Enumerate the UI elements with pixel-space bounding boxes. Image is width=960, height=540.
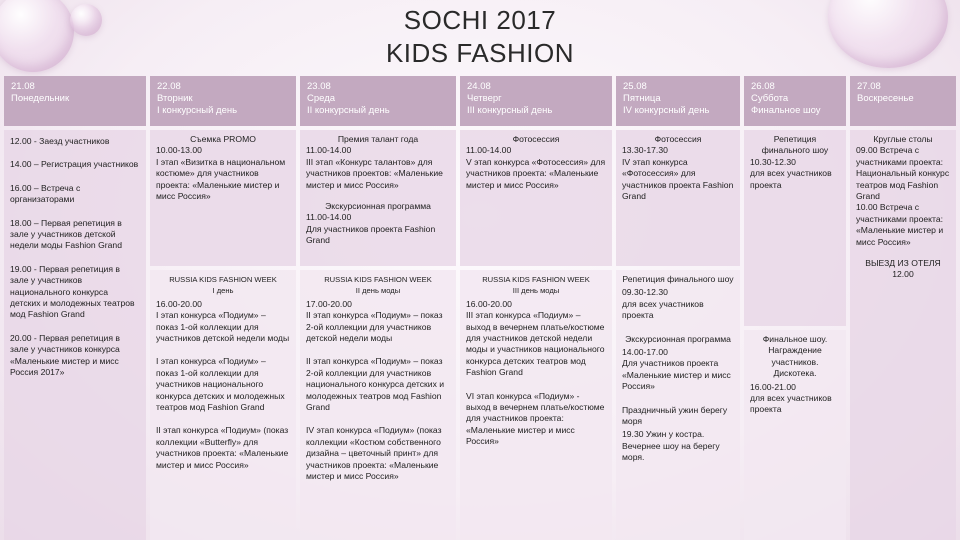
fri-top-text: 13.30-17.30 IV этап конкурса «Фотосессия» для участников проекта Fashion Grand: [622, 145, 734, 202]
thu-block: VI этап конкурса «Подиум» - выход в вечернем платье/костюме для участников проекта: «Маленькие мистер и мисс Россия»: [466, 390, 605, 447]
tue-block: I этап конкурса «Подиум» – показ 1-ой коллекции для участников национального конкурса детских и молодежных театров мод Fashion Grand: [156, 356, 285, 413]
day-header-fri: 25.08 Пятница IV конкурсный день: [616, 76, 740, 126]
fri-top-cell: [616, 130, 740, 266]
day-header-sun: 27.08 Воскресенье: [850, 76, 956, 126]
thu-bottom-title: RUSSIA KIDS FASHION WEEK III день моды: [482, 275, 590, 296]
fri-excursion-text: 14.00-17.00 Для участников проекта «Маленькие мистер и мисс Россия»: [622, 347, 731, 392]
tue-top-title: Съемка PROMO: [190, 134, 256, 144]
sat-final-text: 16.00-21.00 для всех участников проекта: [750, 381, 832, 415]
sun-cell: [850, 130, 956, 540]
tue-bottom-title: RUSSIA KIDS FASHION WEEK I день: [169, 275, 277, 296]
wed-top-text: 11.00-14.00 III этап «Конкурс талантов» для участников проектов: «Маленькие мистер и мисс Россия»: [306, 145, 443, 190]
day-header-thu: 24.08 Четверг III конкурсный день: [460, 76, 612, 126]
tue-bottom-cell: [150, 270, 296, 540]
fri-dinner-title: Праздничный ужин берегу моря: [622, 404, 728, 427]
wed-bottom-cell: [300, 270, 456, 540]
sat-top-text: 10.30-12.30 для всех участников проекта: [750, 156, 832, 190]
fri-top-title: Фотосессия: [654, 134, 702, 144]
sun-departure-title: ВЫЕЗД ИЗ ОТЕЛЯ: [865, 258, 941, 269]
wed-excursion-title: Экскурсионная программа: [325, 201, 431, 212]
mon-item: 18.00 – Первая репетиция в зале у участников детской недели моды Fashion Grand: [10, 217, 122, 251]
tue-block: II этап конкурса «Подиум» (показ коллекции «Butterfly» для участников проекта: «Маленькие мистер и мисс Россия»: [156, 425, 289, 470]
page-title-line1: SOCHI 2017: [403, 5, 557, 35]
sun-top-title: Круглые столы: [873, 134, 933, 144]
wed-bottom-title: RUSSIA KIDS FASHION WEEK II день моды: [324, 275, 432, 296]
thu-top-text: 11.00-14.00 V этап конкурса «Фотосессия» для участников проекта: «Маленькие мистер и мисс Россия»: [466, 145, 606, 190]
fri-excursion-title: Экскурсионная программа: [625, 333, 731, 344]
page-title-line2: KIDS FASHION: [385, 38, 575, 68]
schedule-table: [4, 76, 956, 540]
tue-top-cell: [150, 130, 296, 266]
sat-top-title: Репетиция финального шоу: [761, 134, 829, 156]
tue-block: 16.00-20.00 I этап конкурса «Подиум» – показ 1-ой коллекции для участников детской недели моды: [156, 298, 290, 344]
thu-bottom-cell: [460, 270, 612, 540]
mon-item: 12.00 - Заезд участников: [10, 136, 110, 146]
fri-dinner-text: 19.30 Ужин у костра. Вечернее шоу на берегу моря.: [622, 429, 720, 463]
wed-block: 17.00-20.00 II этап конкурса «Подиум» – показ 2-ой коллекции для участников детской недели моды: [306, 298, 443, 344]
thu-top-cell: [460, 130, 612, 266]
sun-top-text: 09.00 Встреча с участниками проекта: Национальный конкурс театров мод Fashion Grand 10.00 Встреча с участниками проекта: «Маленькие мистер и мисс Россия»: [856, 145, 950, 247]
sat-bottom-cell: [744, 330, 846, 540]
mon-item: 19.00 - Первая репетиция в зале у участников национального конкурса детских и молодежных театров мод Fashion Grand: [10, 263, 135, 320]
sat-top-cell: [744, 130, 846, 326]
mon-cell: [4, 130, 146, 540]
day-header-sat: 26.08 Суббота Финальное шоу: [744, 76, 846, 126]
thu-block: 16.00-20.00 III этап конкурса «Подиум» – выход в вечернем платье/костюме для участников детской недели моды и участников национального конкурса детских театров мод Fashion Grand: [466, 298, 605, 378]
sat-final-title: Финальное шоу. Награждение участников. Дискотека.: [762, 334, 828, 379]
wed-top-title: Премия талант года: [337, 134, 419, 144]
fri-bottom-cell: [616, 270, 740, 540]
fri-rehearsal-text: 09.30-12.30 для всех участников проекта: [622, 287, 704, 321]
sun-departure-time: 12.00: [892, 269, 914, 280]
wed-block: II этап конкурса «Подиум» – показ 2-ой коллекции для участников национального конкурса детских и молодежных театров мод Fashion Grand: [306, 356, 445, 413]
wed-block: IV этап конкурса «Подиум» (показ коллекции «Костюм собственного дизайна – цветочный принт» для участников проекта: «Маленькие мистер и мисс Россия»: [306, 425, 442, 482]
tue-top-text: 10.00-13.00 I этап «Визитка в национальном костюме» для участников проекта: «Маленькие мистер и мисс Россия»: [156, 145, 286, 202]
wed-top-cell: [300, 130, 456, 266]
day-header-tue: 22.08 Вторник I конкурсный день: [150, 76, 296, 126]
mon-item: 20.00 - Первая репетиция в зале у участников конкурса «Маленькие мистер и мисс Россия 2017»: [10, 332, 120, 378]
mon-item: 16.00 – Встреча с организаторами: [10, 182, 81, 205]
wed-excursion-text: 11.00-14.00 Для участников проекта Fashion Grand: [306, 212, 436, 246]
fri-rehearsal-title: Репетиция финального шоу: [622, 274, 734, 284]
mon-item: 14.00 – Регистрация участников: [10, 159, 139, 170]
thu-top-title: Фотосессия: [512, 134, 560, 144]
day-header-wed: 23.08 Среда II конкурсный день: [300, 76, 456, 126]
day-header-mon: 21.08 Понедельник: [4, 76, 146, 126]
